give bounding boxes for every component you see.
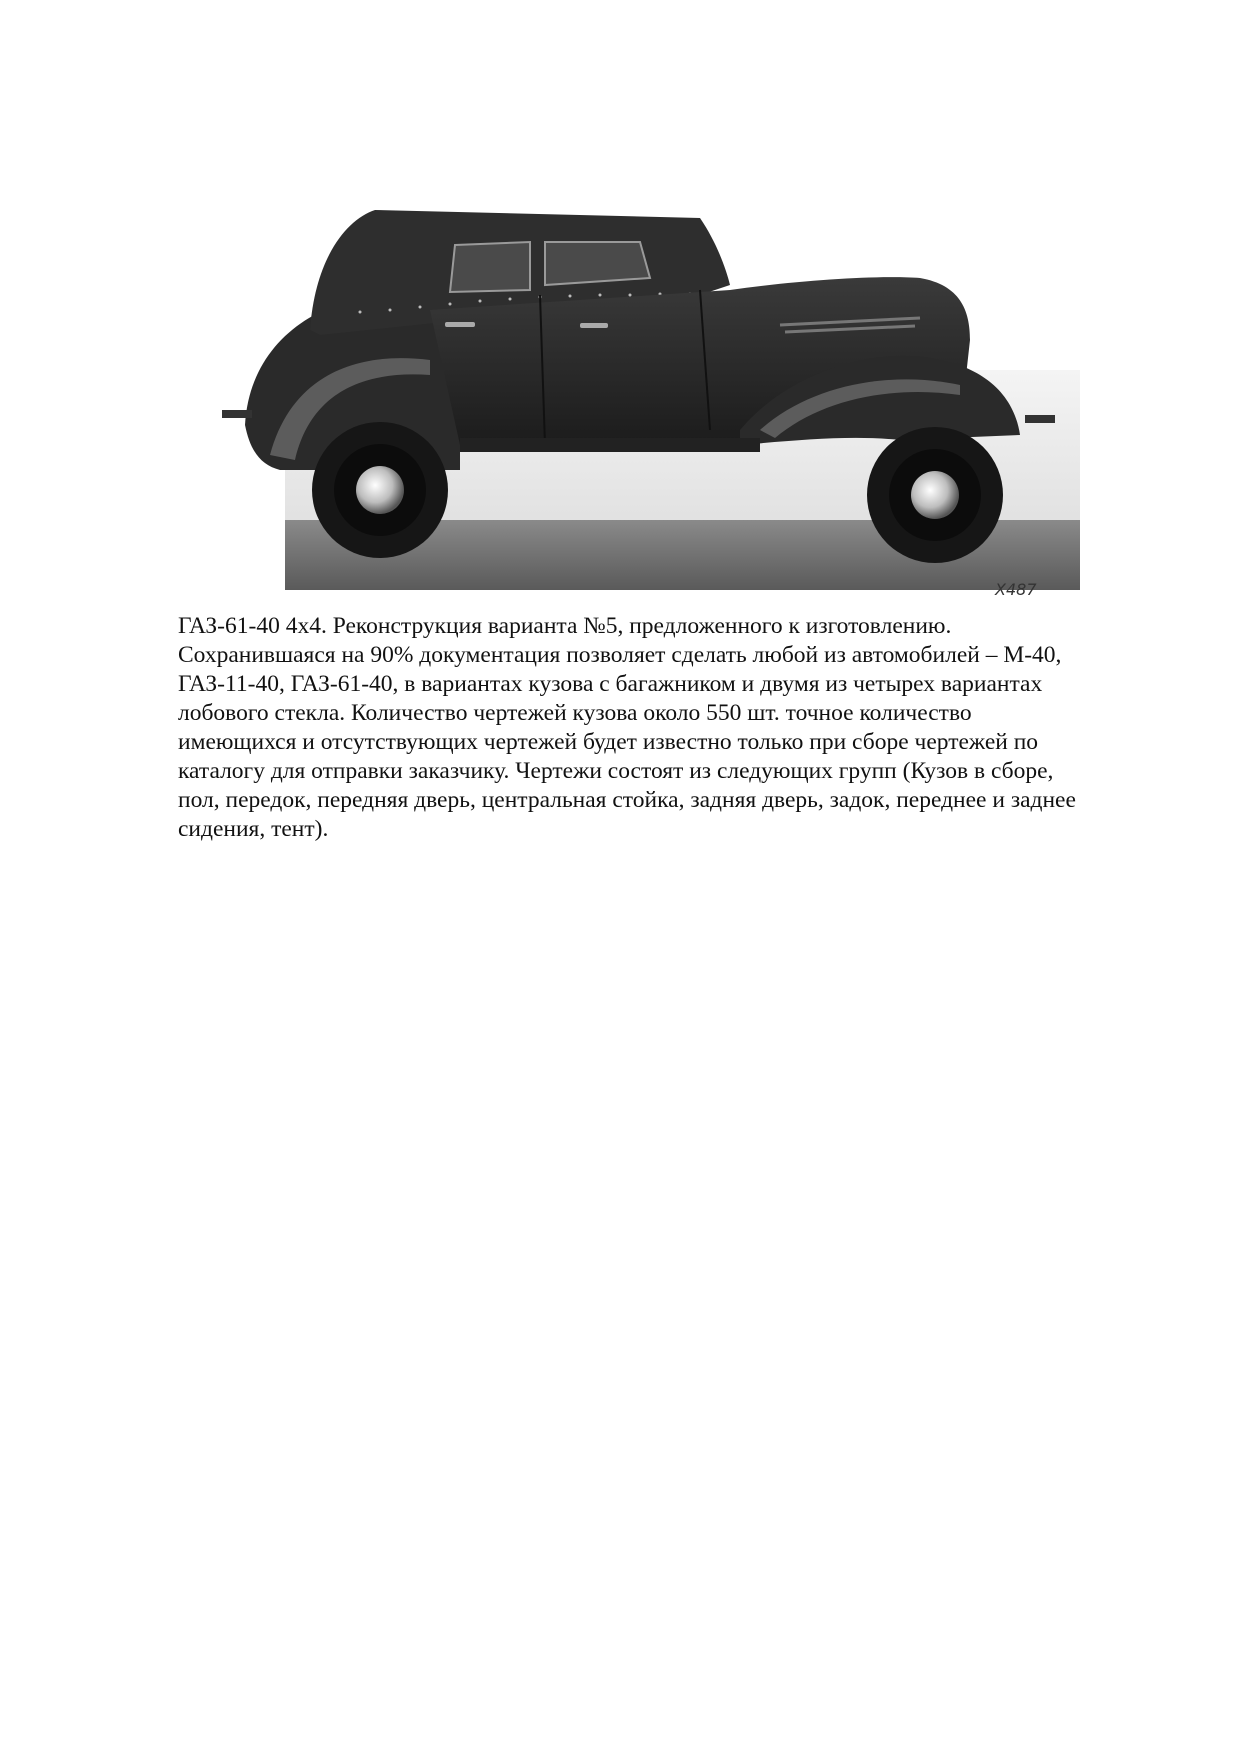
- car-photo: [200, 200, 1080, 600]
- caption-line: ГАЗ-11-40, ГАЗ-61-40, в вариантах кузова с багажником и двумя из четырех вариантах: [178, 671, 1043, 697]
- caption-line: каталогу для отправки заказчику. Чертежи состоят из следующих групп (Кузов в сборе,: [178, 758, 1054, 784]
- caption-line: ГАЗ-61-40 4х4. Реконструкция варианта №5, предложенного к изготовлению.: [178, 613, 952, 639]
- caption-line: пол, передок, передняя дверь, центральная стойка, задняя дверь, задок, переднее и заднее: [178, 787, 1076, 813]
- photo-marking: X487: [995, 580, 1037, 599]
- caption-line: имеющихся и отсутствующих чертежей будет известно только при сборе чертежей по: [178, 729, 1039, 755]
- caption-line: лобового стекла. Количество чертежей кузова около 550 шт. точное количество: [178, 700, 972, 726]
- caption-line: сидения, тент).: [178, 816, 329, 842]
- caption-text: [178, 612, 1178, 844]
- caption-line: Сохранившаяся на 90% документация позволяет сделать любой из автомобилей – М-40,: [178, 642, 1062, 668]
